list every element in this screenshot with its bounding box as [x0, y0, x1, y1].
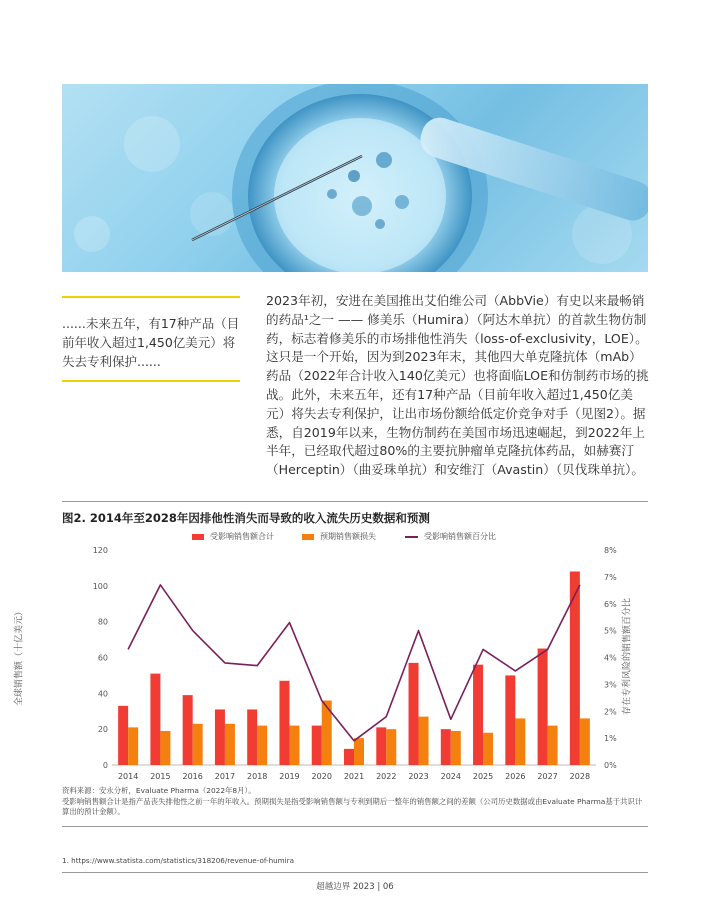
x-tick-label: 2018 [247, 772, 268, 781]
bar-total-sales [150, 674, 160, 765]
bar-total-sales [441, 729, 451, 765]
x-tick-label: 2023 [408, 772, 429, 781]
x-tick-label: 2015 [150, 772, 171, 781]
legend-label-percent: 受影响销售额百分比 [424, 532, 496, 541]
bar-total-sales [247, 709, 257, 765]
bar-expected-loss [289, 726, 299, 765]
y-tick-label-right: 0% [604, 761, 617, 770]
bar-total-sales [118, 706, 128, 765]
x-tick-label: 2021 [343, 772, 365, 781]
bar-expected-loss [580, 718, 590, 765]
x-tick-label: 2020 [311, 772, 332, 781]
y-tick-label-right: 4% [604, 653, 617, 663]
bar-expected-loss [419, 717, 429, 765]
y-tick-label-left: 20 [97, 725, 108, 735]
bar-expected-loss [483, 733, 493, 765]
bar-total-sales [312, 726, 322, 765]
bar-total-sales [183, 695, 193, 765]
legend-label-loss: 预期销售额损失 [320, 532, 376, 541]
y-tick-label-left: 60 [97, 653, 108, 663]
x-tick-label: 2019 [279, 772, 300, 781]
bar-total-sales [344, 749, 354, 765]
figure-bottom-divider [62, 826, 648, 827]
bar-total-sales [538, 649, 548, 765]
bar-expected-loss [515, 718, 525, 765]
footer-divider [62, 872, 648, 873]
x-tick-label: 2016 [182, 772, 203, 781]
x-tick-label: 2017 [214, 772, 236, 781]
figure-definition: 受影响销售额合计是指产品丧失排他性之前一年的年收入。预期损失是指受影响销售额与专利到期后一整年的销售额之间的差额（公司历史数据或由Evaluate Pharma基于共识计算出的预计金额）。 [62, 796, 643, 816]
y-axis-title-left: 全球销售额（十亿美元） [14, 607, 25, 707]
y-tick-label-left: 80 [97, 617, 108, 627]
bar-total-sales [473, 665, 483, 765]
bar-expected-loss [128, 727, 138, 765]
x-tick-label: 2022 [376, 772, 397, 781]
y-tick-label-right: 8% [604, 546, 617, 555]
y-tick-label-left: 0 [102, 761, 108, 770]
y-tick-label-left: 120 [92, 546, 108, 555]
figure-source: 资料来源：安永分析，Evaluate Pharma（2022年8月）。 [62, 786, 256, 795]
y-tick-label-right: 6% [604, 599, 617, 609]
bar-total-sales [505, 675, 515, 765]
figure-notes [62, 786, 648, 818]
bar-expected-loss [225, 724, 235, 765]
y-tick-label-right: 7% [604, 572, 617, 582]
pull-quote-text: ......未来五年，有17种产品（目前年收入超过1,450亿美元）将失去专利保护...... [62, 316, 240, 369]
bar-expected-loss [386, 729, 396, 765]
bar-expected-loss [193, 724, 203, 765]
body-paragraph: 2023年初，安进在美国推出艾伯维公司（AbbVie）有史以来最畅销的药品¹之一 —— 修美乐（Humira）（阿达木单抗）的首款生物仿制药，标志着修美乐的市场排他性消失（loss-of-exclusivity，LOE）。这只是一个开始，因为到2023年末，其他四大单克隆抗体（mAb）药品（2022年合计收入140亿美元）也将面临LOE和仿制药市场的挑战。此外，未来五年，还有17种产品（目前年收入超过1,450亿美元）将失去专利保护，让出市场份额给低定价竞争对手（见图2）。据悉，自2019年以来，生物仿制药在美国市场迅速崛起，到2022年上半年，已经取代超过80%的主要抗肿瘤单克隆抗体药品，如赫赛汀（Herceptin）（曲妥珠单抗）和安维汀（Avastin）（贝伐珠单抗）。 [266, 293, 649, 478]
page-folio: 超越边界 2023 | 06 [316, 882, 394, 892]
figure-title: 图2. 2014年至2028年因排他性消失而导致的收入流失历史数据和预测 [62, 511, 430, 525]
x-tick-label: 2027 [537, 772, 558, 781]
x-tick-label: 2025 [472, 772, 494, 781]
bar-expected-loss [257, 726, 267, 765]
x-tick-label: 2014 [117, 772, 139, 781]
y-tick-label-right: 2% [604, 707, 617, 717]
legend-label-total: 受影响销售额合计 [210, 532, 274, 541]
bar-expected-loss [548, 726, 558, 765]
bar-expected-loss [451, 731, 461, 765]
bar-total-sales [215, 709, 225, 765]
bar-total-sales [279, 681, 289, 765]
y-tick-label-right: 5% [604, 626, 617, 636]
x-tick-label: 2024 [440, 772, 461, 781]
x-tick-label: 2026 [505, 772, 526, 781]
bar-total-sales [409, 663, 419, 765]
footnote: 1. https://www.statista.com/statistics/318206/revenue-of-humira [62, 856, 295, 865]
x-tick-label: 2028 [569, 772, 591, 781]
y-axis-title-right: 存在专利风险的销售额百分比 [622, 598, 633, 716]
bar-expected-loss [160, 731, 170, 765]
bar-expected-loss [354, 738, 364, 765]
y-tick-label-right: 1% [604, 734, 617, 744]
y-tick-label-left: 100 [92, 581, 108, 591]
y-tick-label-right: 3% [604, 680, 617, 690]
bar-total-sales [376, 727, 386, 765]
y-tick-label-left: 40 [97, 689, 108, 699]
